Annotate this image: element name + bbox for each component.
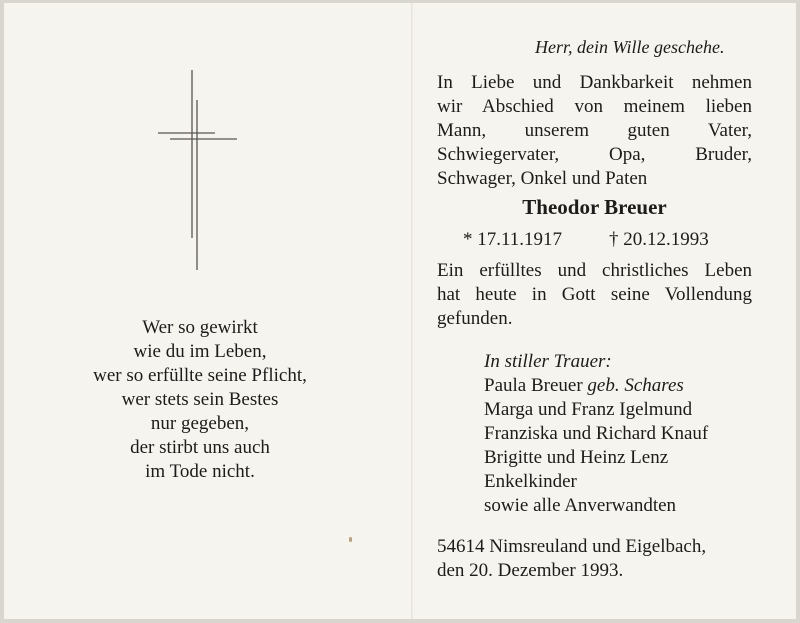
date-line: den 20. Dezember 1993. — [437, 560, 624, 581]
mourner-line: sowie alle Anverwandten — [484, 495, 677, 516]
poem-line: nur gegeben, — [150, 413, 250, 434]
life-line: Ein erfülltes und christliches Leben — [437, 260, 752, 281]
mourner-name: Paula Breuer — [484, 375, 583, 396]
poem — [40, 316, 360, 484]
place-date — [437, 535, 777, 583]
poem-line: im Tode nicht. — [145, 461, 255, 482]
intro-line: Mann, unserem guten Vater, — [437, 120, 752, 141]
poem-line: der stirbt uns auch — [130, 437, 270, 458]
intro-text — [437, 71, 752, 191]
mourner-line: Brigitte und Heinz Lenz — [484, 447, 669, 468]
deceased-name: Theodor Breuer — [522, 195, 667, 219]
motto: Herr, dein Wille geschehe. — [535, 37, 725, 57]
mourner-line: Franziska und Richard Knauf — [484, 423, 709, 444]
poem-line: wer stets sein Bestes — [121, 389, 279, 410]
birth-date: * 17.11.1917 — [463, 229, 563, 250]
life-text — [437, 259, 752, 331]
death-date: † 20.12.1993 — [609, 229, 709, 250]
life-line: gefunden. — [437, 308, 513, 329]
paper-speck — [349, 537, 352, 542]
mourner-line — [484, 374, 764, 398]
intro-line: In Liebe und Dankbarkeit nehmen — [437, 72, 752, 93]
card-fold — [411, 3, 413, 619]
mourners-list — [484, 350, 764, 518]
poem-line: Wer so gewirkt — [142, 317, 258, 338]
life-line: hat heute in Gott seine Vollendung — [437, 284, 752, 305]
poem-line: wer so erfüllte seine Pflicht, — [93, 365, 307, 386]
intro-line: Schwager, Onkel und Paten — [437, 168, 648, 189]
intro-line: wir Abschied von meinem lieben — [437, 96, 752, 117]
cross-icon — [155, 70, 239, 270]
intro-line: Schwiegervater, Opa, Bruder, — [437, 144, 752, 165]
mourner-line: Enkelkinder — [484, 471, 577, 492]
mourner-line: Marga und Franz Igelmund — [484, 399, 693, 420]
place-line: 54614 Nimsreuland und Eigelbach, — [437, 536, 707, 557]
maiden-name: geb. Schares — [587, 375, 684, 396]
mourning-heading: In stiller Trauer: — [484, 351, 612, 372]
poem-line: wie du im Leben, — [133, 341, 267, 362]
